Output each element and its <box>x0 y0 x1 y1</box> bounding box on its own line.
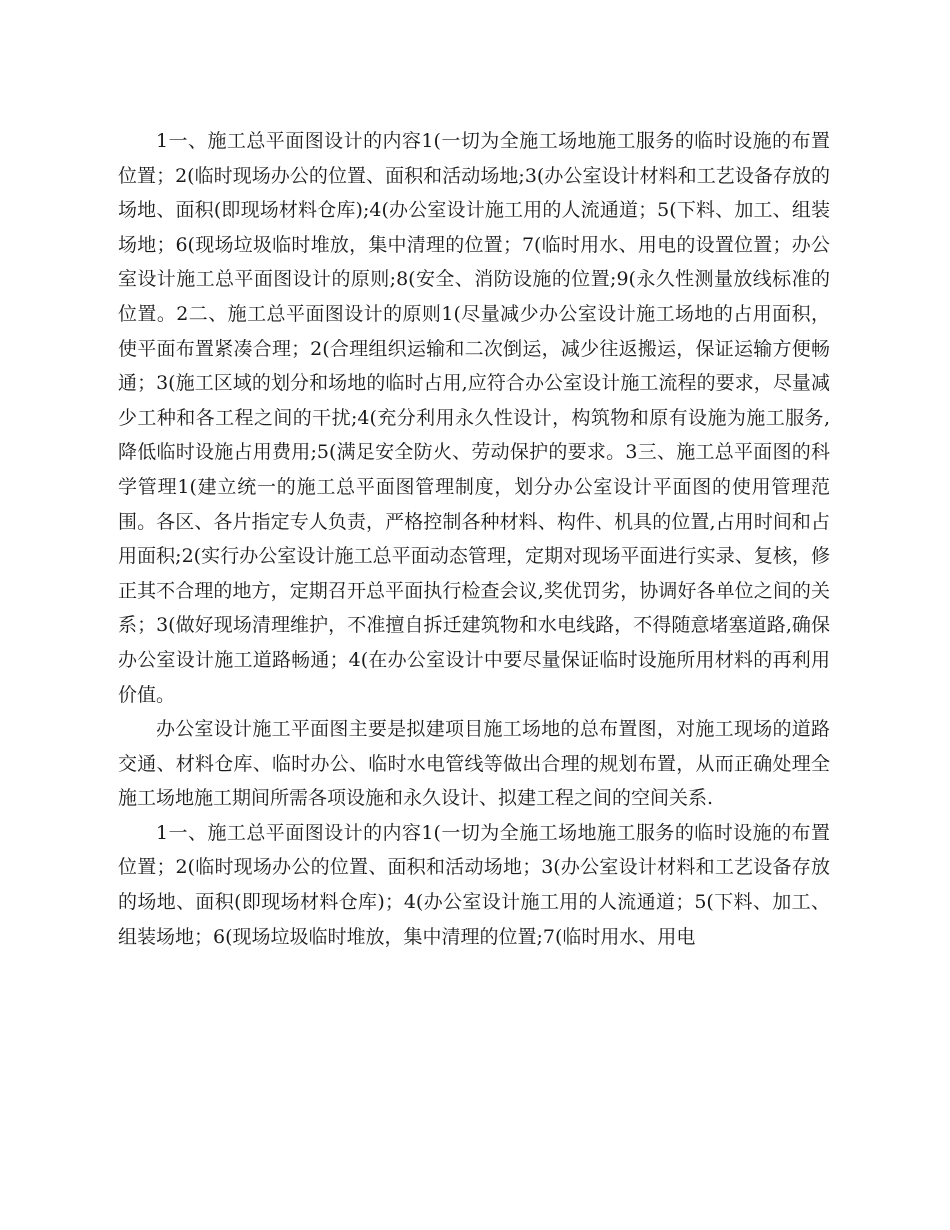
document-body <box>118 124 830 954</box>
paragraph-site-plan-contents-repeat: 1一、施工总平面图设计的内容1(一切为全施工场地施工服务的临时设施的布置位置；2(临时现场办公的位置、面积和活动场地；3(办公室设计材料和工艺设备存放的场地、面积(即现场材料仓库)；4(办公室设计施工用的人流通道；5(下料、加工、组装场地；6(现场垃圾临时堆放，集中清理的位置;7(临时用水、用电 <box>118 821 830 948</box>
paragraph-site-plan-summary: 办公室设计施工平面图主要是拟建项目施工场地的总布置图，对施工现场的道路交通、材料仓库、临时办公、临时水电管线等做出合理的规划布置，从而正确处理全施工场地施工期间所需各项设施和永久设计、拟建工程之间的空间关系. <box>118 718 830 810</box>
paragraph-site-plan-contents: 1一、施工总平面图设计的内容1(一切为全施工场地施工服务的临时设施的布置位置；2(临时现场办公的位置、面积和活动场地;3(办公室设计材料和工艺设备存放的场地、面积(即现场材料仓库);4(办公室设计施工用的人流通道；5(下料、加工、组装场地；6(现场垃圾临时堆放，集中清理的位置；7(临时用水、用电的设置位置；办公室设计施工总平面图设计的原则;8(安全、消防设施的位置;9(永久性测量放线标准的位置。2二、施工总平面图设计的原则1(尽量减少办公室设计施工场地的占用面积，使平面布置紧凑合理；2(合理组织运输和二次倒运，减少往返搬运，保证运输方便畅通；3(施工区域的划分和场地的临时占用,应符合办公室设计施工流程的要求，尽量减少工种和各工程之间的干扰;4(充分利用永久性设计，构筑物和原有设施为施工服务,降低临时设施占用费用;5(满足安全防火、劳动保护的要求。3三、施工总平面图的科学管理1(建立统一的施工总平面图管理制度，划分办公室设计平面图的使用管理范围。各区、各片指定专人负责，严格控制各种材料、构件、机具的位置,占用时间和占用面积;2(实行办公室设计施工总平面动态管理，定期对现场平面进行实录、复核，修正其不合理的地方，定期召开总平面执行检查会议,奖优罚劣，协调好各单位之间的关系；3(做好现场清理维护，不准擅自拆迁建筑物和水电线路，不得随意堵塞道路,确保办公室设计施工道路畅通；4(在办公室设计中要尽量保证临时设施所用材料的再利用价值。 <box>118 130 830 706</box>
